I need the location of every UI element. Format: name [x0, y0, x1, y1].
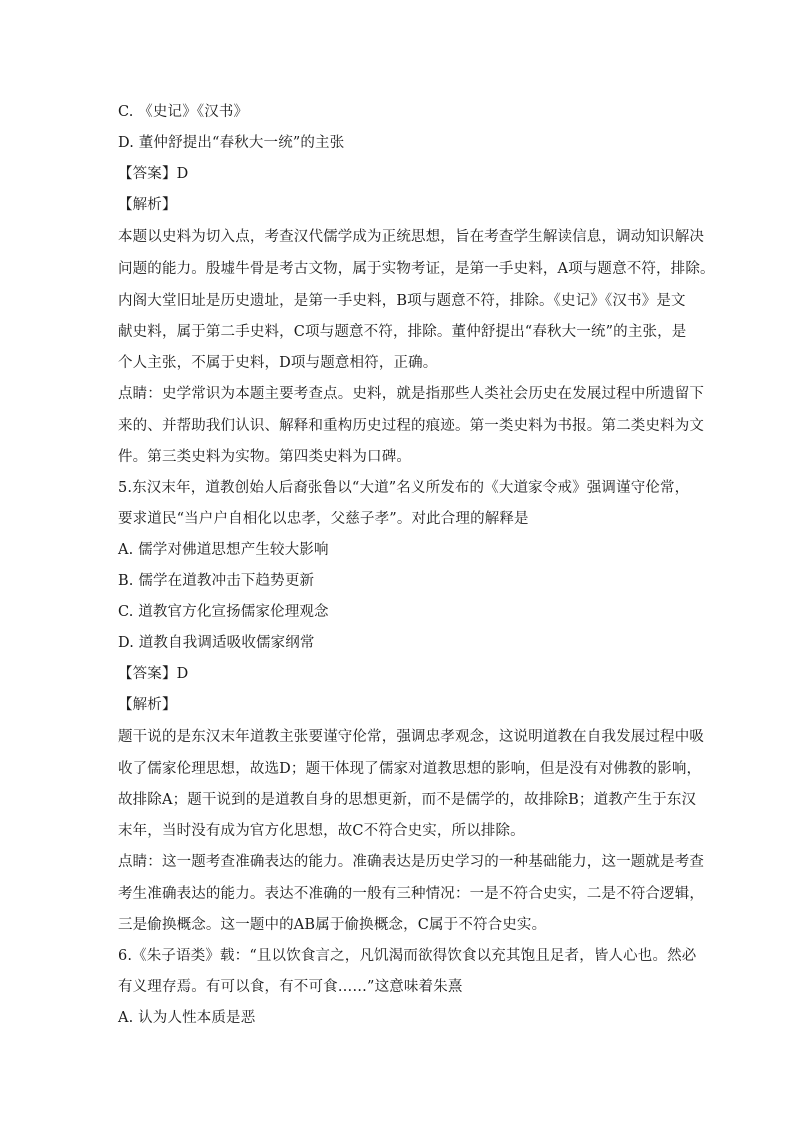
q5-analysis-line: 末年，当时没有成为官方化思想，故C不符合史实，所以排除。	[118, 823, 525, 839]
q4-analysis-line: 本题以史料为切入点，考查汉代儒学成为正统思想，旨在考查学生解读信息，调动知识解决	[118, 229, 704, 245]
q5-stem-line: 5.东汉末年，道教创始人后裔张鲁以“大道”名义所发布的《大道家令戒》强调谨守伦常，	[118, 480, 690, 496]
q4-option-d: D. 董仲舒提出“春秋大一统”的主张	[118, 135, 345, 151]
q5-analysis-line: 故排除A；题干说到的是道教自身的思想更新，而不是儒学的，故排除B；道教产生于东汉	[118, 792, 697, 808]
q5-option-a: A. 儒学对佛道思想产生较大影响	[118, 542, 329, 558]
q5-stem-line: 要求道民“当户户自相化以忠孝，父慈子孝”。对此合理的解释是	[118, 511, 529, 527]
q5-option-d: D. 道教自我调适吸收儒家纲常	[118, 635, 315, 651]
q5-option-c: C. 道教官方化宣扬儒家伦理观念	[118, 604, 329, 620]
q4-analysis-line: 问题的能力。殷墟牛骨是考古文物，属于实物考证，是第一手史料，A项与题意不符，排除。	[118, 261, 715, 277]
q4-analysis-label: 【解析】	[118, 197, 177, 213]
q4-analysis-line: 献史料，属于第二手史料，C项与题意不符，排除。董仲舒提出“春秋大一统”的主张，是	[118, 324, 687, 340]
q4-analysis-line: 内阁大堂旧址是历史遗址，是第一手史料，B项与题意不符，排除。《史记》《汉书》是文	[118, 293, 686, 309]
q5-analysis-label: 【解析】	[118, 697, 177, 713]
q6-stem-line: 6.《朱子语类》载：“且以饮食言之，凡饥渴而欲得饮食以充其饱且足者，皆人心也。然必	[118, 948, 697, 964]
q5-option-b: B. 儒学在道教冲击下趋势更新	[118, 573, 315, 589]
q5-comment-line: 点睛：这一题考查准确表达的能力。准确表达是历史学习的一种基础能力，这一题就是考查	[118, 854, 704, 870]
q4-answer: 【答案】D	[118, 166, 189, 182]
q4-analysis-line: 个人主张，不属于史料，D项与题意相符，正确。	[118, 355, 438, 371]
q5-answer: 【答案】D	[118, 666, 189, 682]
q5-analysis-line: 题干说的是东汉末年道教主张要谨守伦常，强调忠孝观念，这说明道教在自我发展过程中吸	[118, 729, 704, 745]
q4-comment-line: 件。第三类史料为实物。第四类史料为口碑。	[118, 449, 411, 465]
q4-comment-line: 点睛：史学常识为本题主要考查点。史料，就是指那些人类社会历史在发展过程中所遗留下	[118, 386, 704, 402]
q6-stem-line: 有义理存焉。有可以食，有不可食……”这意味着朱熹	[118, 979, 463, 995]
q4-option-c: C. 《史记》《汉书》	[118, 104, 249, 120]
q5-analysis-line: 收了儒家伦理思想，故选D；题干体现了儒家对道教思想的影响，但是没有对佛教的影响，	[118, 761, 702, 777]
q4-comment-line: 来的、并帮助我们认识、解释和重构历史过程的痕迹。第一类史料为书报。第二类史料为文	[118, 418, 704, 434]
q5-comment-line: 三是偷换概念。这一题中的AB属于偷换概念，C属于不符合史实。	[118, 917, 547, 933]
q5-comment-line: 考生准确表达的能力。表达不准确的一般有三种情况：一是不符合史实，二是不符合逻辑，	[118, 886, 704, 902]
q6-option-a: A. 认为人性本质是恶	[118, 1010, 256, 1026]
